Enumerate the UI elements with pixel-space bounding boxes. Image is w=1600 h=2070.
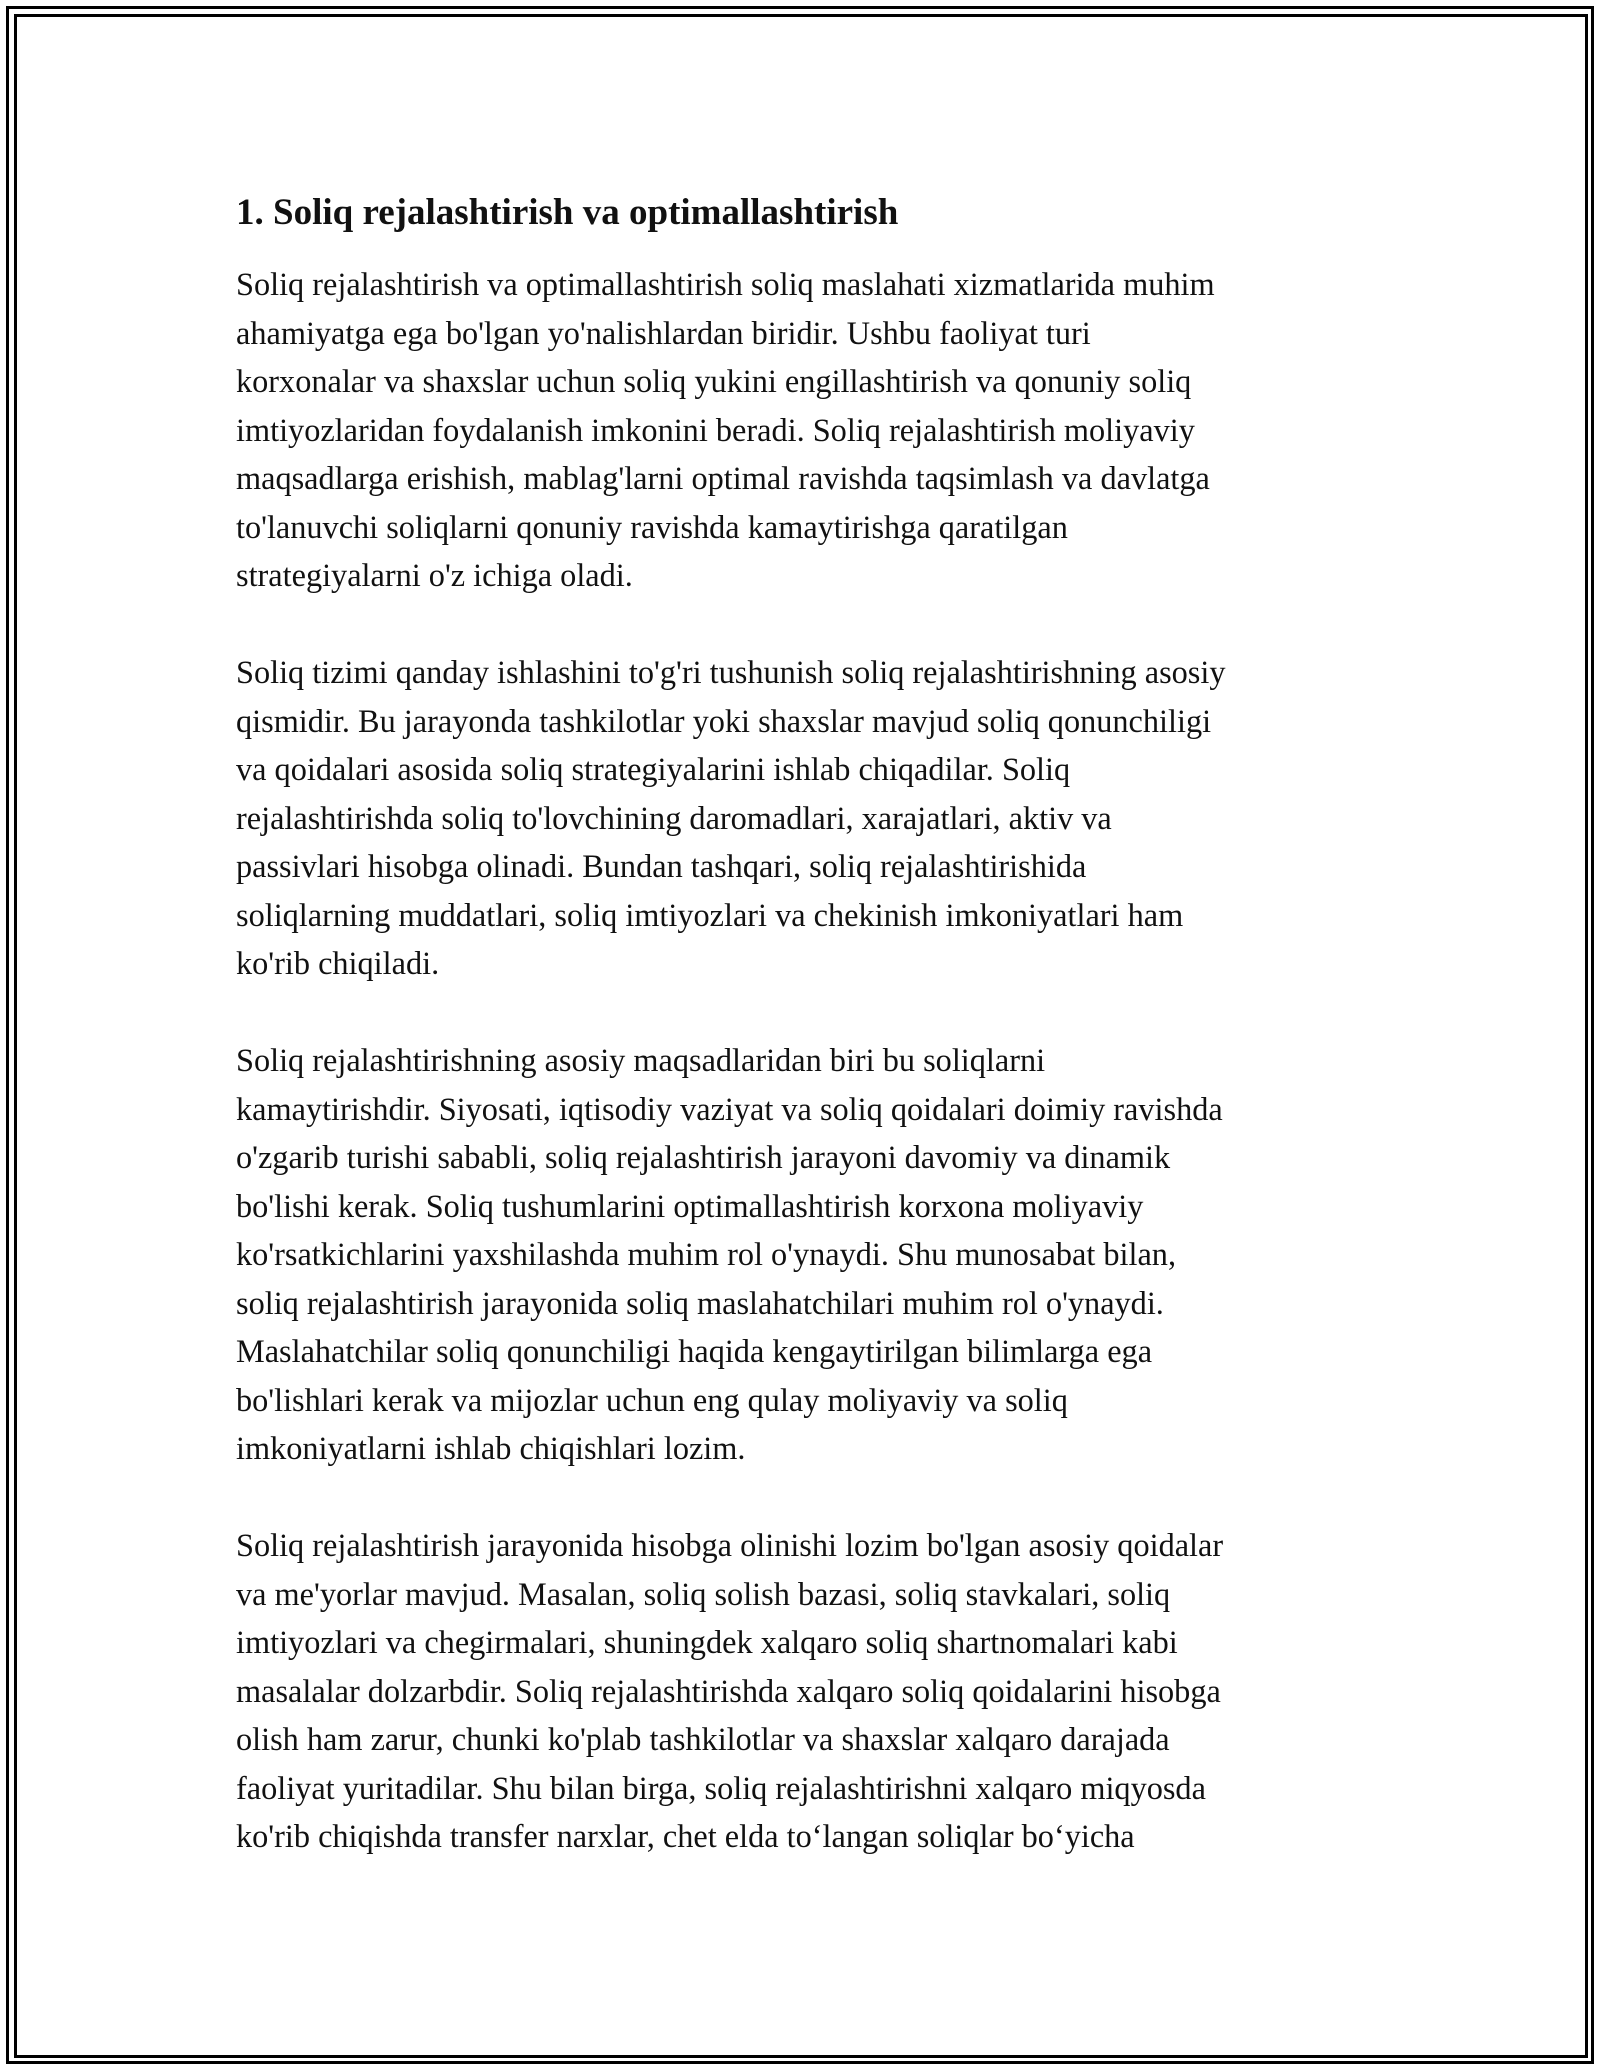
text-line: va me'yorlar mavjud. Masalan, soliq solish bazasi, soliq stavkalari, soliq [236, 1575, 1171, 1612]
document-body [236, 186, 1366, 1909]
paragraph-4 [236, 1521, 1366, 1861]
text-line: Soliq tizimi qanday ishlashini to'g'ri tushunish soliq rejalashtirishning asosiy [236, 654, 1226, 690]
text-line: ko'rsatkichlarini yaxshilashda muhim rol o'ynaydi. Shu munosabat bilan, [236, 1236, 1177, 1272]
text-line: Soliq rejalashtirish jarayonida hisobga olinishi lozim bo'lgan asosiy qoidalar [236, 1527, 1224, 1563]
paragraph-3 [236, 1036, 1366, 1473]
text-line: Soliq rejalashtirish va optimallashtirish soliq maslahati xizmatlarida muhim [236, 266, 1215, 302]
paragraph-1 [236, 260, 1366, 600]
text-line: masalalar dolzarbdir. Soliq rejalashtirishda xalqaro soliq qoidalarini hisobga [236, 1672, 1221, 1709]
text-line: Soliq rejalashtirishning asosiy maqsadlaridan biri bu soliqlarni [236, 1042, 1046, 1078]
text-line: maqsadlarga erishish, mablag'larni optimal ravishda taqsimlash va davlatga [236, 460, 1210, 496]
text-line: va qoidalari asosida soliq strategiyalarini ishlab chiqadilar. Soliq [236, 751, 1071, 787]
text-line: soliq rejalashtirish jarayonida soliq maslahatchilari muhim rol o'ynaydi. [236, 1284, 1164, 1321]
text-line: olish ham zarur, chunki ko'plab tashkilotlar va shaxslar xalqaro darajada [236, 1721, 1170, 1757]
text-line: to'lanuvchi soliqlarni qonuniy ravishda kamaytirishga qaratilgan [236, 508, 1068, 545]
text-line: ko'rib chiqiladi. [236, 945, 440, 981]
section-title: 1. Soliq rejalashtirish va optimallashtirish [236, 192, 899, 233]
text-line: faoliyat yuritadilar. Shu bilan birga, soliq rejalashtirishni xalqaro miqyosda [236, 1769, 1206, 1806]
text-line: imkoniyatlarni ishlab chiqishlari lozim. [236, 1430, 746, 1466]
text-line: ko'rib chiqishda transfer narxlar, chet elda to‘langan soliqlar bo‘yicha [236, 1818, 1135, 1854]
text-line: bo'lishlari kerak va mijozlar uchun eng qulay moliyaviy va soliq [236, 1381, 1068, 1418]
text-line: o'zgarib turishi sababli, soliq rejalashtirish jarayoni davomiy va dinamik [236, 1139, 1171, 1175]
text-line: kamaytirishdir. Siyosati, iqtisodiy vaziyat va soliq qoidalari doimiy ravishda [236, 1090, 1223, 1127]
text-line: ahamiyatga ega bo'lgan yo'nalishlardan biridir. Ushbu faoliyat turi [236, 314, 1091, 351]
text-line: imtiyozlari va chegirmalari, shuningdek xalqaro soliq shartnomalari kabi [236, 1624, 1178, 1660]
text-line: soliqlarning muddatlari, soliq imtiyozlari va chekinish imkoniyatlari ham [236, 896, 1184, 933]
text-line: imtiyozlaridan foydalanish imkonini beradi. Soliq rejalashtirish moliyaviy [236, 411, 1195, 448]
text-line: rejalashtirishda soliq to'lovchining daromadlari, xarajatlari, aktiv va [236, 799, 1112, 836]
text-line: bo'lishi kerak. Soliq tushumlarini optimallashtirish korxona moliyaviy [236, 1187, 1144, 1224]
text-line: Maslahatchilar soliq qonunchiligi haqida kengaytirilgan bilimlarga ega [236, 1333, 1153, 1369]
text-line: korxonalar va shaxslar uchun soliq yukini engillashtirish va qonuniy soliq [236, 363, 1192, 399]
paragraph-2 [236, 648, 1366, 988]
text-line: strategiyalarni o'z ichiga oladi. [236, 557, 633, 593]
text-line: qismidir. Bu jarayonda tashkilotlar yoki shaxslar mavjud soliq qonunchiligi [236, 702, 1212, 739]
text-line: passivlari hisobga olinadi. Bundan tashqari, soliq rejalashtirishida [236, 848, 1087, 884]
